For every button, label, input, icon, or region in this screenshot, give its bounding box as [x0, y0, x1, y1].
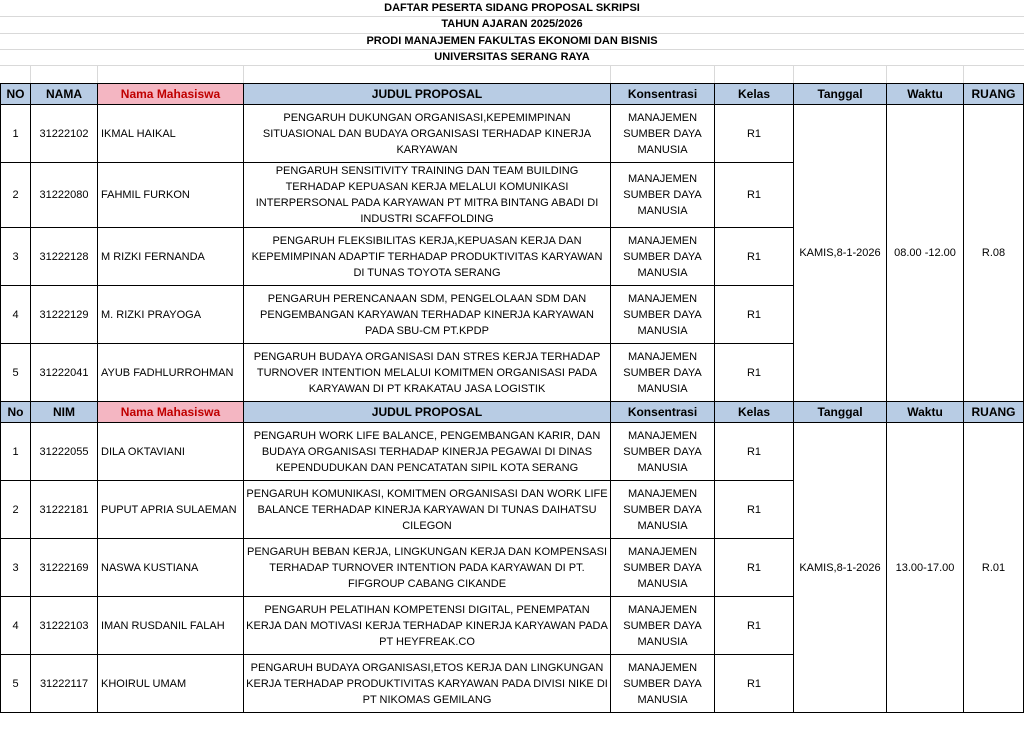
cell-nim: 31222102: [31, 105, 98, 163]
title-line-4: UNIVERSITAS SERANG RAYA: [434, 51, 590, 63]
cell-tanggal: KAMIS,8-1-2026: [794, 423, 887, 713]
cell-judul: PENGARUH BUDAYA ORGANISASI,ETOS KERJA DAN LINGKUNGAN KERJA TERHADAP PRODUKTIVITAS KARYAWAN PADA DIVISI NIKE DI PT NIKOMAS GEMILANG: [244, 655, 611, 713]
cell-judul: PENGARUH FLEKSIBILITAS KERJA,KEPUASAN KERJA DAN KEPEMIMPINAN ADAPTIF TERHADAP PRODUKTIVITAS KARYAWAN DI TUNAS TOYOTA SERANG: [244, 228, 611, 286]
table-row: [1, 105, 1024, 163]
col-header-konsentrasi: Konsentrasi: [611, 402, 715, 423]
cell-konsentrasi: MANAJEMEN SUMBER DAYA MANUSIA: [611, 228, 715, 286]
cell-waktu: 08.00 -12.00: [887, 105, 964, 402]
col-header-kelas: Kelas: [715, 84, 794, 105]
cell-nim: 31222129: [31, 286, 98, 344]
col-header-waktu: Waktu: [887, 84, 964, 105]
cell-konsentrasi: MANAJEMEN SUMBER DAYA MANUSIA: [611, 539, 715, 597]
cell-konsentrasi: MANAJEMEN SUMBER DAYA MANUSIA: [611, 597, 715, 655]
cell-judul: PENGARUH WORK LIFE BALANCE, PENGEMBANGAN KARIR, DAN BUDAYA ORGANISASI TERHADAP KINERJA PEGAWAI DI DINAS KEPENDUDUKAN DAN PENCATATAN SIPIL KOTA SERANG: [244, 423, 611, 481]
cell-kelas: R1: [715, 163, 794, 228]
col-header-konsentrasi: Konsentrasi: [611, 84, 715, 105]
cell-nama: KHOIRUL UMAM: [98, 655, 244, 713]
cell-nama: NASWA KUSTIANA: [98, 539, 244, 597]
title-line-1: DAFTAR PESERTA SIDANG PROPOSAL SKRIPSI: [384, 2, 640, 14]
cell-konsentrasi: MANAJEMEN SUMBER DAYA MANUSIA: [611, 655, 715, 713]
cell-no: 3: [1, 228, 31, 286]
cell-konsentrasi: MANAJEMEN SUMBER DAYA MANUSIA: [611, 344, 715, 402]
cell-kelas: R1: [715, 286, 794, 344]
cell-no: 2: [1, 481, 31, 539]
cell-judul: PENGARUH DUKUNGAN ORGANISASI,KEPEMIMPINAN SITUASIONAL DAN BUDAYA ORGANISASI TERHADAP KINERJA KARYAWAN: [244, 105, 611, 163]
cell-kelas: R1: [715, 344, 794, 402]
cell-konsentrasi: MANAJEMEN SUMBER DAYA MANUSIA: [611, 481, 715, 539]
cell-kelas: R1: [715, 655, 794, 713]
cell-no: 1: [1, 105, 31, 163]
cell-nim: 31222041: [31, 344, 98, 402]
cell-nim: 31222128: [31, 228, 98, 286]
cell-kelas: R1: [715, 105, 794, 163]
cell-tanggal: KAMIS,8-1-2026: [794, 105, 887, 402]
cell-nama: PUPUT APRIA SULAEMAN: [98, 481, 244, 539]
cell-no: 5: [1, 344, 31, 402]
cell-judul: PENGARUH KOMUNIKASI, KOMITMEN ORGANISASI DAN WORK LIFE BALANCE TERHADAP KINERJA KARYAWAN DI TUNAS DAIHATSU CILEGON: [244, 481, 611, 539]
cell-nim: 31222169: [31, 539, 98, 597]
cell-nim: 31222117: [31, 655, 98, 713]
cell-nim: 31222103: [31, 597, 98, 655]
col-header-kelas: Kelas: [715, 402, 794, 423]
cell-nama: M RIZKI FERNANDA: [98, 228, 244, 286]
cell-no: 4: [1, 286, 31, 344]
cell-judul: PENGARUH BEBAN KERJA, LINGKUNGAN KERJA DAN KOMPENSASI TERHADAP TURNOVER INTENTION PADA KARYAWAN DI PT. FIFGROUP CABANG CIKANDE: [244, 539, 611, 597]
table-row: [1, 423, 1024, 481]
cell-ruang: R.01: [964, 423, 1024, 713]
cell-nama: IMAN RUSDANIL FALAH: [98, 597, 244, 655]
section2-header-row: [1, 402, 1024, 423]
cell-waktu: 13.00-17.00: [887, 423, 964, 713]
cell-ruang: R.08: [964, 105, 1024, 402]
cell-nama: IKMAL HAIKAL: [98, 105, 244, 163]
cell-nama: FAHMIL FURKON: [98, 163, 244, 228]
cell-no: 1: [1, 423, 31, 481]
cell-nim: 31222181: [31, 481, 98, 539]
cell-judul: PENGARUH PERENCANAAN SDM, PENGELOLAAN SDM DAN PENGEMBANGAN KARYAWAN TERHADAP KINERJA KARYAWAN PADA SBU-CM PT.KPDP: [244, 286, 611, 344]
col-header-judul: JUDUL PROPOSAL: [244, 402, 611, 423]
section1-header-row: [1, 84, 1024, 105]
cell-konsentrasi: MANAJEMEN SUMBER DAYA MANUSIA: [611, 105, 715, 163]
col-header-judul: JUDUL PROPOSAL: [244, 84, 611, 105]
col-header-tanggal: Tanggal: [794, 402, 887, 423]
col-header-waktu: Waktu: [887, 402, 964, 423]
col-header-tanggal: Tanggal: [794, 84, 887, 105]
col-header-ruang: RUANG: [964, 402, 1024, 423]
cell-judul: PENGARUH PELATIHAN KOMPETENSI DIGITAL, PENEMPATAN KERJA DAN MOTIVASI KERJA TERHADAP KINERJA KARYAWAN PADA PT HEYFREAK.CO: [244, 597, 611, 655]
cell-kelas: R1: [715, 539, 794, 597]
cell-nama: DILA OKTAVIANI: [98, 423, 244, 481]
cell-kelas: R1: [715, 597, 794, 655]
cell-no: 4: [1, 597, 31, 655]
cell-nim: 31222080: [31, 163, 98, 228]
cell-nim: 31222055: [31, 423, 98, 481]
cell-no: 5: [1, 655, 31, 713]
cell-judul: PENGARUH SENSITIVITY TRAINING DAN TEAM BUILDING TERHADAP KEPUASAN KERJA MELALUI KOMUNIKASI INTERPERSONAL PADA KARYAWAN PT MITRA BINTANG ABADI DI INDUSTRI SCAFFOLDING: [244, 163, 611, 228]
cell-kelas: R1: [715, 423, 794, 481]
cell-kelas: R1: [715, 228, 794, 286]
col-header-nim: NIM: [31, 402, 98, 423]
cell-no: 3: [1, 539, 31, 597]
cell-konsentrasi: MANAJEMEN SUMBER DAYA MANUSIA: [611, 163, 715, 228]
title-line-3: PRODI MANAJEMEN FAKULTAS EKONOMI DAN BISNIS: [366, 35, 658, 47]
cell-nama: AYUB FADHLURROHMAN: [98, 344, 244, 402]
cell-konsentrasi: MANAJEMEN SUMBER DAYA MANUSIA: [611, 286, 715, 344]
col-header-no: No: [1, 402, 31, 423]
cell-konsentrasi: MANAJEMEN SUMBER DAYA MANUSIA: [611, 423, 715, 481]
col-header-nama-mahasiswa: Nama Mahasiswa: [98, 402, 244, 423]
schedule-table: [0, 83, 1024, 713]
col-header-ruang: RUANG: [964, 84, 1024, 105]
cell-nama: M. RIZKI PRAYOGA: [98, 286, 244, 344]
col-header-nama: NAMA: [31, 84, 98, 105]
title-line-2: TAHUN AJARAN 2025/2026: [441, 18, 583, 30]
col-header-no: NO: [1, 84, 31, 105]
col-header-nama-mahasiswa: Nama Mahasiswa: [98, 84, 244, 105]
cell-judul: PENGARUH BUDAYA ORGANISASI DAN STRES KERJA TERHADAP TURNOVER INTENTION MELALUI KOMITMEN ORGANISASI PADA KARYAWAN DI PT KRAKATAU JASA LOGISTIK: [244, 344, 611, 402]
cell-no: 2: [1, 163, 31, 228]
cell-kelas: R1: [715, 481, 794, 539]
